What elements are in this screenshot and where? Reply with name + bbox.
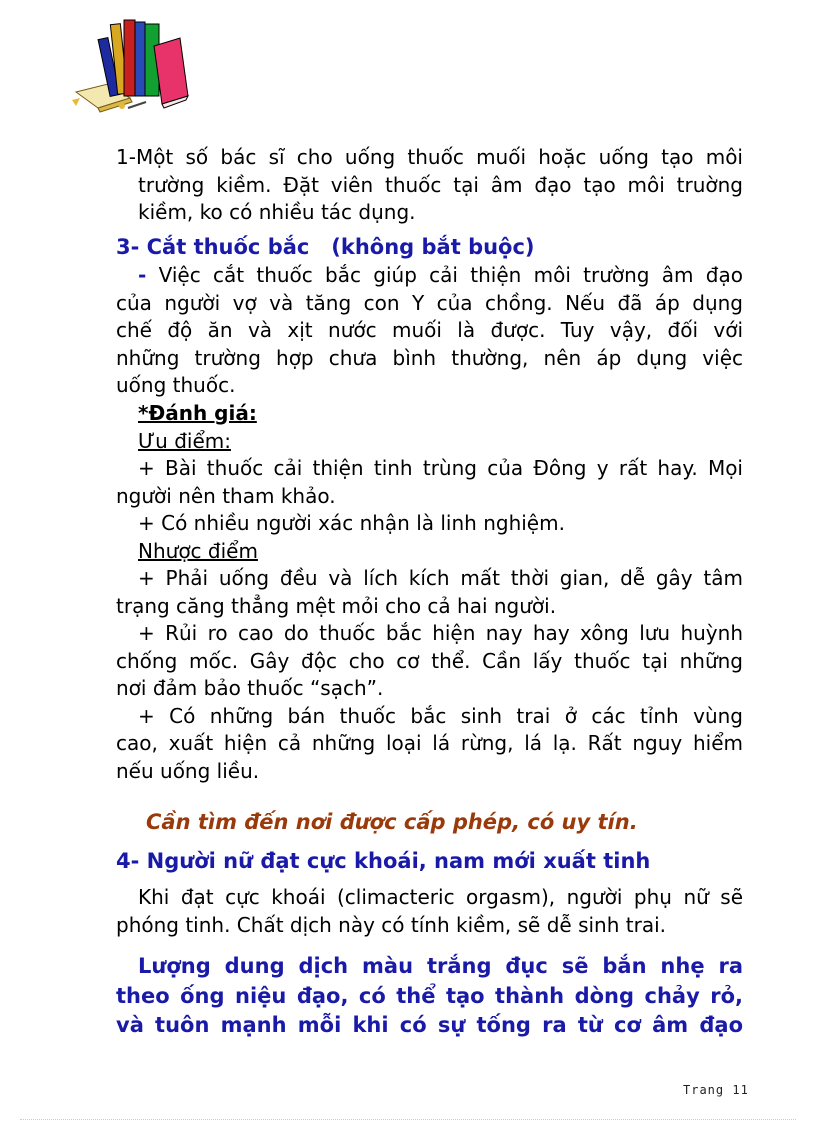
page-number: Trang 11 bbox=[683, 1083, 749, 1097]
item-1-line-1: 1-Một số bác sĩ cho uống thuốc muối hoặc uống tạo môi bbox=[116, 145, 743, 169]
section-4-highlight bbox=[116, 952, 743, 1041]
books-logo bbox=[68, 14, 196, 116]
highlight-line-3: và tuôn mạnh mỗi khi có sự tống ra từ cơ âm đạo bbox=[116, 1013, 743, 1037]
pro-1-line-1: + Bài thuốc cải thiện tinh trùng của Đông y rất hay. Mọi bbox=[138, 456, 743, 480]
pro-2: + Có nhiều người xác nhận là linh nghiệm. bbox=[138, 511, 565, 535]
item-1-line-3: kiềm, ko có nhiều tác dụng. bbox=[138, 200, 416, 224]
pro-1-line-2: người nên tham khảo. bbox=[116, 483, 336, 508]
section-4-paragraph bbox=[116, 884, 743, 939]
item-1-paragraph bbox=[116, 144, 743, 227]
section-3-paragraph bbox=[116, 262, 743, 400]
con-3-line-2: cao, xuất hiện cả những loại lá rừng, lá lạ. Rất nguy hiểm bbox=[116, 731, 743, 755]
section-3-para-line-2: của người vợ và tăng con Y của chồng. Nếu đã áp dụng bbox=[116, 290, 743, 315]
cons-label: Nhược điểm bbox=[138, 538, 258, 563]
con-2-line-2: chống mốc. Gây độc cho cơ thể. Cần lấy thuốc tại những bbox=[116, 648, 743, 673]
highlight-line-2: theo ống niệu đạo, có thể tạo thành dòng chảy rỏ, bbox=[116, 983, 743, 1008]
evaluation-heading-line bbox=[116, 400, 743, 428]
footer-divider bbox=[20, 1119, 796, 1120]
dash-bullet: - bbox=[138, 263, 147, 287]
pros-label-line bbox=[116, 428, 743, 456]
cons-label-line bbox=[116, 538, 743, 566]
section-3-heading: 3- Cắt thuốc bắc (không bắt buộc) bbox=[116, 235, 535, 259]
highlight-line-1: Lượng dung dịch màu trắng đục sẽ bắn nhẹ ra bbox=[138, 954, 743, 978]
section-4-para-line-1: Khi đạt cực khoái (climacteric orgasm), người phụ nữ sẽ bbox=[138, 885, 743, 909]
section-3-para-line-5: uống thuốc. bbox=[116, 373, 236, 397]
section-3-para-line-1-text: Việc cắt thuốc bắc giúp cải thiện môi trường âm đạo bbox=[158, 263, 743, 287]
evaluation-block bbox=[116, 400, 743, 785]
section-3-para-line-3: chế độ ăn và xịt nước muối là được. Tuy vậy, đối với bbox=[116, 318, 743, 342]
con-3-line-1: + Có những bán thuốc bắc sinh trai ở các tỉnh vùng bbox=[138, 703, 743, 728]
pros-label: Ưu điểm: bbox=[138, 428, 231, 453]
con-2-line-1: + Rủi ro cao do thuốc bắc hiện nay hay xông lưu huỳnh bbox=[138, 621, 743, 645]
item-1-line-2: trường kiềm. Đặt viên thuốc tại âm đạo tạo môi truờng bbox=[138, 172, 743, 197]
con-1-line-1: + Phải uống đều và lích kích mất thời gian, dễ gây tâm bbox=[138, 566, 743, 590]
section-4-para-line-2: phóng tinh. Chất dịch này có tính kiềm, sẽ dễ sinh trai. bbox=[116, 912, 666, 937]
evaluation-heading: *Đánh giá: bbox=[138, 401, 257, 425]
con-1-line-2: trạng căng thẳng mệt mỏi cho cả hai người. bbox=[116, 593, 557, 618]
section-3-para-line-1 bbox=[116, 262, 743, 290]
section-3-para-line-4: những trường hợp chưa bình thường, nên áp dụng việc bbox=[116, 345, 743, 370]
con-3-line-3: nếu uống liều. bbox=[116, 758, 260, 783]
warning-note: Cần tìm đến nơi được cấp phép, có uy tín. bbox=[146, 810, 638, 834]
section-4-heading: 4- Người nữ đạt cực khoái, nam mới xuất tinh bbox=[116, 849, 651, 873]
con-2-line-3: nơi đảm bảo thuốc “sạch”. bbox=[116, 676, 384, 700]
